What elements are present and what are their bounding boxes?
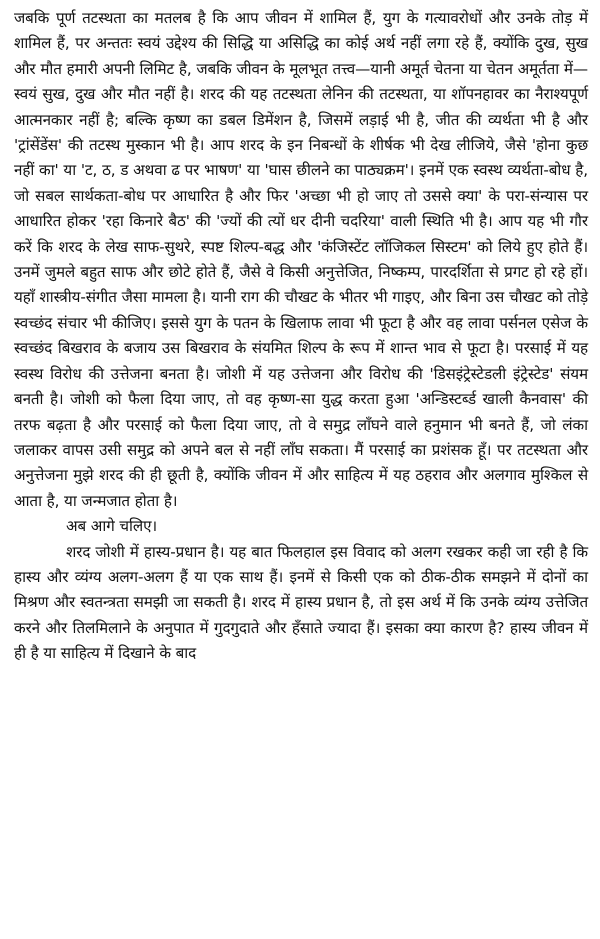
paragraph-ab-aage: अब आगे चलिए। bbox=[66, 517, 158, 536]
paragraph-tatasthata: जबकि पूर्ण तटस्थता का मतलब है कि आप जीवन में शामिल हैं, युग के गत्यावरोधों और उनके तोड़ में शामिल हैं, पर अन्ततः स्वयं उद्देश्य की सिद्धि या असिद्धि का कोई अर्थ नहीं लगा रहे हैं, क्योंकि दुख, सुख और मौत हमारी अपनी लिमिट है, जबकि जीवन के मूलभूत तत्त्व—यानी अमूर्त चेतना या चेतन अमूर्तता में—स्वयं सुख, दुख और मौत नहीं है। शरद की यह तटस्थता लेनिन की तटस्थता, या शॉपनहावर का नैराश्यपूर्ण आत्मनकार नहीं है; बल्कि कृष्ण का डबल डिमेंशन है, जिसमें लड़ाई भी है, जीत की व्यर्थता भी है और 'ट्रांसेंडेंस' की तटस्थ मुस्कान भी है। आप शरद के इन निबन्धों के शीर्षक भी देख लीजिये, जैसे 'होना कुछ नहीं का' या 'ट, ठ, ड अथवा ढ पर भाषण' या 'घास छीलने का पाठ्यक्रम'। इनमें एक स्वस्थ व्यर्थता-बोध है, जो सबल सार्थकता-बोध पर आधारित है और फिर 'अच्छा भी हो जाए तो उससे क्या' के परा-संन्यास पर आधारित होकर 'रहा किनारे बैठ' की 'ज्यों की त्यों धर दीनी चदरिया' वाली स्थिति भी है। आप यह भी गौर करें कि शरद के लेख साफ-सुथरे, स्पष्ट शिल्प-बद्ध और 'कंजिस्टेंट लॉजिकल सिस्टम' को लिये हुए होते हैं। उनमें जुमले बहुत साफ और छोटे होते हैं, जैसे वे किसी अनुत्तेजित, निष्कम्प, पारदर्शिता से प्रगट हो रहे हों। यहाँ शास्त्रीय-संगीत जैसा मामला है। यानी राग की चौखट के भीतर भी गाइए, और बिना उस चौखट को तोड़े स्वच्छंद संचार भी कीजिए। इससे युग के पतन के खिलाफ लावा भी फूटा है और वह लावा पर्सनल एसेज के स्वच्छंद बिखराव के बजाय उस बिखराव के संयमित शिल्प के रूप में शान्त भाव से फूटा है। परसाई में यह स्वस्थ विरोध की उत्तेजना बनता है। जोशी में यह उत्तेजना और विरोध की 'डिसइंट्रेस्टेडली इंट्रेस्टेड' संयम बनती है। जोशी को फैला दिया जाए, तो वह कृष्ण-सा युद्ध करता हुआ 'अन्डिस्टर्ब्ड खाली कैनवास' की तरफ बढ़ता है और परसाई को फैला दिया जाए, तो वे समुद्र लाँघने वाले हनुमान भी बनते हैं, जो लंका जलाकर वापस उसी समुद्र को अपने बल से नहीं लाँघ सकता। मैं परसाई का प्रशंसक हूँ। पर तटस्थता और अनुत्तेजना मुझे शरद की ही छूती है, क्योंकि जीवन में और साहित्य में यह ठहराव और अलगाव मुश्किल से आता है, या जन्मजात होता है। bbox=[14, 9, 588, 510]
paragraph-hasya-pradhan: शरद जोशी में हास्य-प्रधान है। यह बात फिलहाल इस विवाद को अलग रखकर कही जा रही है कि हास्य और व्यंग्य अलग-अलग हैं या एक साथ हैं। इनमें से किसी एक को ठीक-ठीक समझने में दोनों का मिश्रण और स्वतन्त्रता समझी जा सकती है। शरद में हास्य प्रधान है, तो इस अर्थ में कि उनके व्यंग्य उत्तेजित करने और तिलमिलाने के अनुपात में गुदगुदाते और हँसाते ज्यादा हैं। इसका क्या कारण है? हास्य जीवन में ही है या साहित्य में दिखाने के बाद bbox=[14, 542, 588, 663]
